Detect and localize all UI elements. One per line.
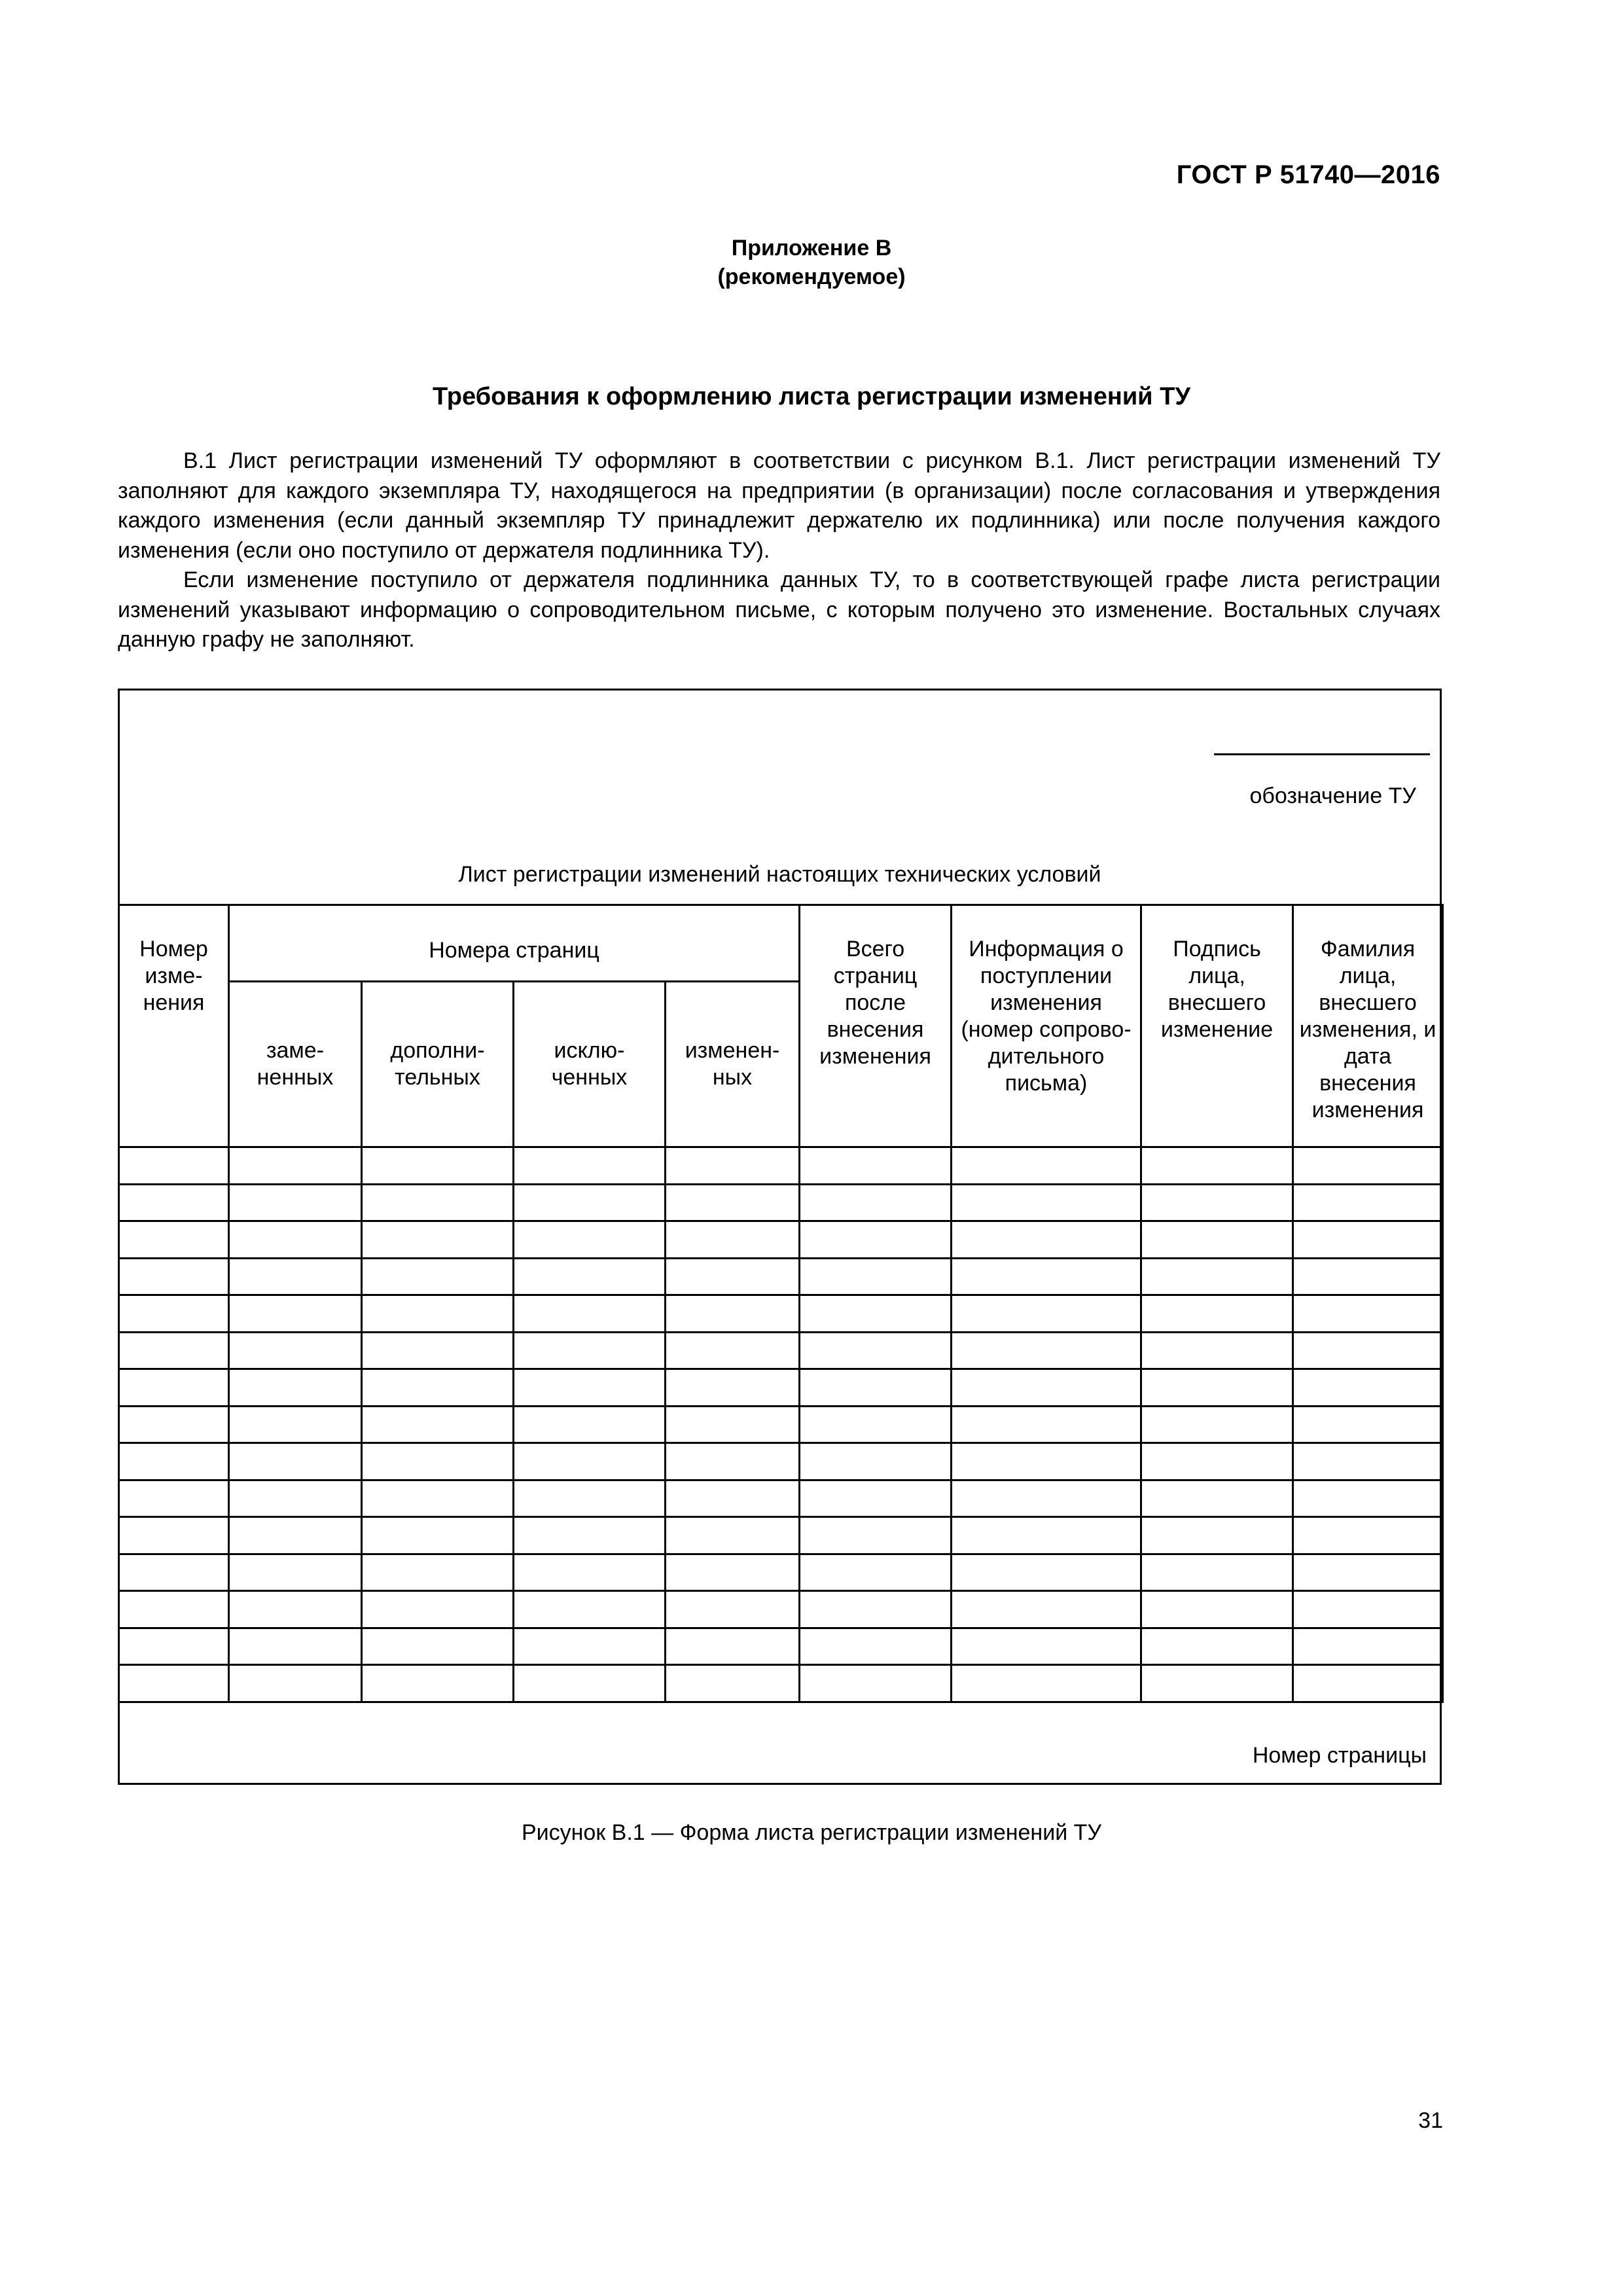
col-replaced: [229, 982, 362, 1147]
table-cell: [119, 1591, 229, 1628]
table-row: [119, 1406, 1443, 1443]
table-cell: [666, 1406, 800, 1443]
col-pages-group: Номера страниц: [229, 905, 800, 982]
table-cell: [514, 1591, 666, 1628]
sheet-title: Лист регистрации изменений настоящих технических условий: [458, 862, 1101, 887]
table-cell: [514, 1295, 666, 1333]
table-row: [119, 1332, 1443, 1369]
table-cell: [119, 1554, 229, 1591]
table-cell: [362, 1184, 514, 1221]
table-cell: [666, 1258, 800, 1295]
table-cell: [800, 1628, 952, 1665]
table-cell: [952, 1295, 1141, 1333]
table-cell: [1293, 1554, 1443, 1591]
table-cell: [514, 1221, 666, 1259]
table-row: [119, 1295, 1443, 1333]
table-row: [119, 1369, 1443, 1407]
table-cell: [1293, 1443, 1443, 1480]
table-cell: [362, 1665, 514, 1702]
table-cell: [800, 1332, 952, 1369]
table-cell: [229, 1554, 362, 1591]
table-cell: [229, 1184, 362, 1221]
col-added: [362, 982, 514, 1147]
designation-line: [1214, 753, 1430, 755]
table-cell: [1141, 1184, 1293, 1221]
table-cell: [666, 1184, 800, 1221]
col-changed-label: изменен-ных: [685, 1038, 780, 1090]
page-number: 31: [1418, 2108, 1443, 2133]
table-cell: [229, 1258, 362, 1295]
table-cell: [952, 1480, 1141, 1517]
table-cell: [1141, 1628, 1293, 1665]
table-cell: [666, 1517, 800, 1554]
col-change-number: [119, 905, 229, 1147]
table-cell: [362, 1332, 514, 1369]
table-row: [119, 1221, 1443, 1259]
table-cell: [1141, 1332, 1293, 1369]
table-cell: [514, 1554, 666, 1591]
table-cell: [1293, 1665, 1443, 1702]
table-cell: [1293, 1480, 1443, 1517]
table-cell: [1293, 1258, 1443, 1295]
table-cell: [229, 1517, 362, 1554]
body-text: [118, 446, 1440, 655]
table-cell: [1293, 1591, 1443, 1628]
table-cell: [1141, 1369, 1293, 1407]
table-cell: [666, 1221, 800, 1259]
table-cell: [362, 1258, 514, 1295]
table-cell: [800, 1147, 952, 1185]
table-cell: [229, 1480, 362, 1517]
table-cell: [514, 1369, 666, 1407]
col-changed: [666, 982, 800, 1147]
table-row: [119, 1517, 1443, 1554]
registration-table: [118, 904, 1444, 1703]
table-cell: [666, 1369, 800, 1407]
col-added-label: дополни-тельных: [390, 1038, 485, 1090]
col-total-pages-label: Всего страниц после внесения изменения: [819, 937, 931, 1069]
table-cell: [229, 1443, 362, 1480]
col-surname-date: [1293, 905, 1443, 1147]
table-row: [119, 1258, 1443, 1295]
table-cell: [514, 1147, 666, 1185]
table-cell: [1293, 1295, 1443, 1333]
table-cell: [952, 1369, 1141, 1407]
table-cell: [952, 1147, 1141, 1185]
table-cell: [1141, 1480, 1293, 1517]
table-cell: [229, 1628, 362, 1665]
col-signature: [1141, 905, 1293, 1147]
table-cell: [800, 1443, 952, 1480]
table-cell: [1293, 1332, 1443, 1369]
table-cell: [514, 1628, 666, 1665]
table-cell: [1293, 1369, 1443, 1407]
col-surname-date-label: Фамилия лица, внесшего изменения, и дата внесения изменения: [1299, 937, 1436, 1122]
table-cell: [514, 1258, 666, 1295]
table-cell: [362, 1406, 514, 1443]
col-receipt-info-label: Информация о поступлении изменения (номер сопрово-дительного письма): [961, 937, 1132, 1096]
table-cell: [800, 1517, 952, 1554]
table-cell: [666, 1665, 800, 1702]
table-cell: [119, 1665, 229, 1702]
table-cell: [119, 1221, 229, 1259]
registration-form: [118, 689, 1442, 1785]
table-cell: [362, 1147, 514, 1185]
table-cell: [952, 1184, 1141, 1221]
table-cell: [952, 1517, 1141, 1554]
table-cell: [666, 1628, 800, 1665]
table-cell: [514, 1517, 666, 1554]
col-excluded: [514, 982, 666, 1147]
table-cell: [362, 1628, 514, 1665]
table-cell: [362, 1295, 514, 1333]
table-cell: [952, 1221, 1141, 1259]
table-cell: [119, 1332, 229, 1369]
table-cell: [362, 1221, 514, 1259]
standard-code: ГОСТ Р 51740—2016: [1176, 160, 1440, 189]
table-cell: [800, 1258, 952, 1295]
table-cell: [229, 1665, 362, 1702]
table-cell: [952, 1443, 1141, 1480]
table-cell: [514, 1332, 666, 1369]
table-row: [119, 1443, 1443, 1480]
col-replaced-label: заме-ненных: [257, 1038, 334, 1090]
table-cell: [1141, 1295, 1293, 1333]
table-cell: [800, 1406, 952, 1443]
table-cell: [362, 1369, 514, 1407]
table-cell: [1141, 1591, 1293, 1628]
table-cell: [119, 1628, 229, 1665]
table-cell: [362, 1517, 514, 1554]
table-cell: [1293, 1517, 1443, 1554]
table-cell: [666, 1332, 800, 1369]
col-receipt-info: [952, 905, 1141, 1147]
table-cell: [666, 1443, 800, 1480]
table-cell: [119, 1517, 229, 1554]
table-cell: [1293, 1221, 1443, 1259]
table-cell: [800, 1369, 952, 1407]
table-cell: [666, 1591, 800, 1628]
table-cell: [362, 1443, 514, 1480]
table-cell: [1141, 1443, 1293, 1480]
table-cell: [666, 1295, 800, 1333]
table-cell: [119, 1184, 229, 1221]
table-cell: [229, 1332, 362, 1369]
table-cell: [952, 1258, 1141, 1295]
table-cell: [800, 1295, 952, 1333]
table-cell: [952, 1665, 1141, 1702]
table-cell: [362, 1554, 514, 1591]
table-cell: [1293, 1147, 1443, 1185]
table-row: [119, 1480, 1443, 1517]
table-cell: [119, 1406, 229, 1443]
table-cell: [666, 1480, 800, 1517]
table-cell: [119, 1147, 229, 1185]
table-cell: [800, 1184, 952, 1221]
table-cell: [1141, 1517, 1293, 1554]
table-cell: [800, 1665, 952, 1702]
table-cell: [952, 1406, 1141, 1443]
table-cell: [119, 1258, 229, 1295]
table-cell: [229, 1369, 362, 1407]
table-cell: [800, 1221, 952, 1259]
table-cell: [514, 1406, 666, 1443]
table-cell: [1141, 1258, 1293, 1295]
appendix-heading: [0, 234, 1623, 291]
appendix-status: (рекомендуемое): [717, 264, 906, 289]
col-total-pages: [800, 905, 952, 1147]
table-row: [119, 1147, 1443, 1185]
paragraph-1: В.1 Лист регистрации изменений ТУ оформляют в соответствии с рисунком В.1. Лист регистрации изменений ТУ заполняют для каждого экземпляра ТУ, находящегося на предприятии (в организации) после согласования и утверждения каждого изменения (если данный экземпляр ТУ принадлежит держателю их подлинника) или после получения каждого изменения (если оно поступило от держателя подлинника ТУ).: [118, 448, 1440, 563]
table-cell: [119, 1369, 229, 1407]
table-row: [119, 1554, 1443, 1591]
table-cell: [229, 1147, 362, 1185]
table-cell: [666, 1554, 800, 1591]
col-signature-label: Подпись лица, внесшего изменение: [1160, 937, 1274, 1042]
table-cell: [952, 1332, 1141, 1369]
header-row-1: [119, 905, 1443, 982]
table-row: [119, 1665, 1443, 1702]
table-cell: [514, 1665, 666, 1702]
table-cell: [514, 1443, 666, 1480]
table-cell: [229, 1591, 362, 1628]
section-title: Требования к оформлению листа регистрации изменений ТУ: [433, 383, 1190, 410]
table-cell: [952, 1628, 1141, 1665]
table-body: [119, 1147, 1443, 1702]
page-number-label: Номер страницы: [1252, 1743, 1427, 1768]
table-row: [119, 1591, 1443, 1628]
col-excluded-label: исклю-ченных: [551, 1038, 628, 1090]
table-row: [119, 1184, 1443, 1221]
table-cell: [362, 1480, 514, 1517]
table-cell: [119, 1480, 229, 1517]
table-cell: [119, 1443, 229, 1480]
table-cell: [800, 1591, 952, 1628]
table-cell: [952, 1591, 1141, 1628]
designation-label: обозначение ТУ: [1249, 783, 1416, 808]
table-cell: [1141, 1147, 1293, 1185]
table-cell: [229, 1221, 362, 1259]
table-cell: [514, 1184, 666, 1221]
table-row: [119, 1628, 1443, 1665]
table-cell: [1141, 1221, 1293, 1259]
table-cell: [1141, 1406, 1293, 1443]
table-cell: [229, 1406, 362, 1443]
col-change-number-label: Номер изме-нения: [139, 937, 208, 1015]
table-cell: [800, 1480, 952, 1517]
paragraph-2: Если изменение поступило от держателя подлинника данных ТУ, то в соответствующей графе листа регистрации изменений указывают информацию о сопроводительном письме, с которым получено это изменение. Востальных случаях данную графу не заполняют.: [118, 567, 1440, 652]
table-cell: [1293, 1184, 1443, 1221]
table-cell: [1293, 1406, 1443, 1443]
figure-caption: Рисунок В.1 — Форма листа регистрации изменений ТУ: [521, 1820, 1101, 1845]
table-cell: [514, 1480, 666, 1517]
table-cell: [362, 1591, 514, 1628]
table-cell: [952, 1554, 1141, 1591]
table-cell: [1293, 1628, 1443, 1665]
table-cell: [119, 1295, 229, 1333]
table-cell: [800, 1554, 952, 1591]
table-cell: [229, 1295, 362, 1333]
table-cell: [1141, 1665, 1293, 1702]
table-cell: [666, 1147, 800, 1185]
appendix-label: Приложение В: [731, 236, 892, 260]
table-cell: [1141, 1554, 1293, 1591]
